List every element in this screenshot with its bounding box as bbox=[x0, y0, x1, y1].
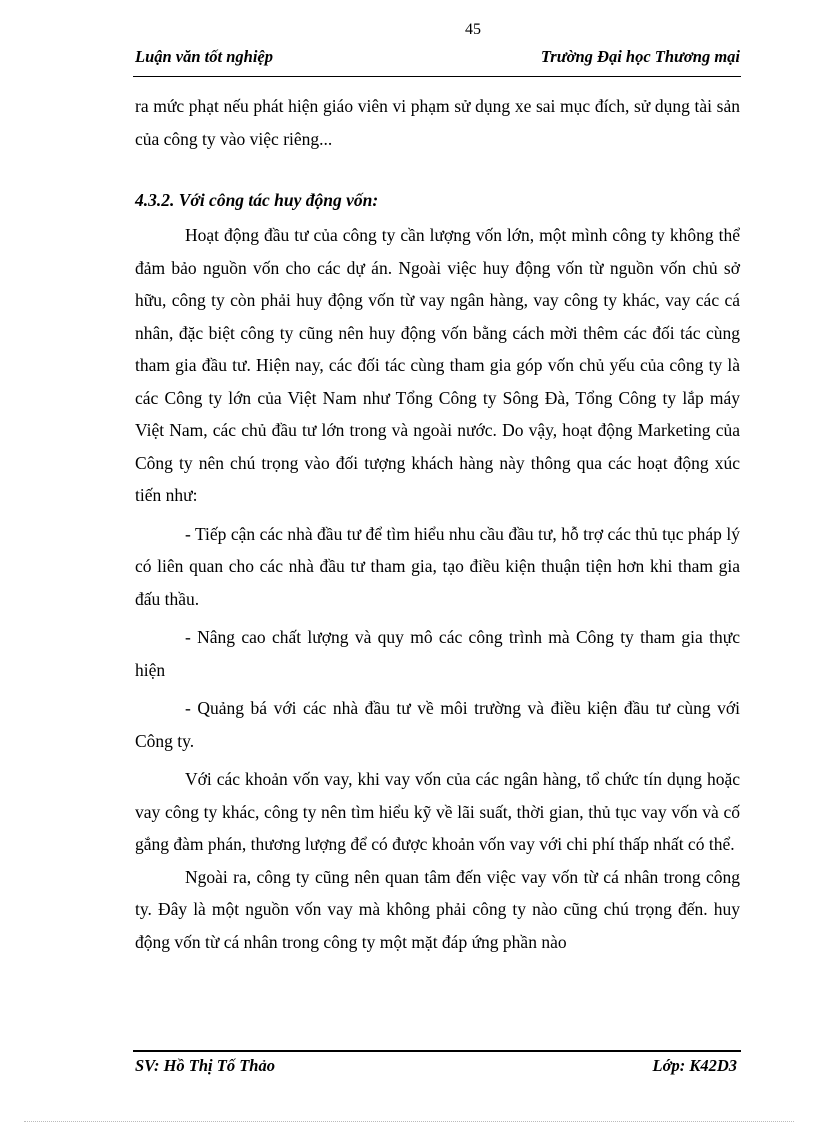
bullet-item-2: - Nâng cao chất lượng và quy mô các công trình mà Công ty tham gia thực hiện bbox=[135, 627, 740, 680]
intro-paragraph: ra mức phạt nếu phát hiện giáo viên vi phạm sử dụng xe sai mục đích, sử dụng tài sản của công ty vào việc riêng... bbox=[135, 96, 740, 149]
page-edge-dots bbox=[24, 1121, 794, 1122]
bullet-item-3: - Quảng bá với các nhà đầu tư về môi trường và điều kiện đầu tư cùng với Công ty. bbox=[135, 698, 740, 751]
intro-block bbox=[135, 90, 740, 155]
paragraph-1: Hoạt động đầu tư của công ty cần lượng vốn lớn, một mình công ty không thể đảm bảo nguồn vốn cho các dự án. Ngoài việc huy động vốn từ nguồn vốn chủ sở hữu, công ty còn phải huy động vốn từ vay ngân hàng, vay công ty khác, vay các cá nhân, đặc biệt công ty cũng nên huy động vốn bằng cách mời thêm các đối tác cùng tham gia đầu tư. Hiện nay, các đối tác cùng tham gia góp vốn chủ yếu của công ty là các Công ty lớn của Việt Nam như Tổng Công ty Sông Đà, Tổng Công ty lắp máy Việt Nam, các chủ đầu tư lớn trong và ngoài nước. Do vậy, hoạt động Marketing của Công ty nên chú trọng vào đối tượng khách hàng này thông qua các hoạt động xúc tiến như: bbox=[135, 225, 740, 505]
footer-student-name: SV: Hồ Thị Tố Thảo bbox=[135, 1056, 275, 1075]
section-body bbox=[135, 219, 740, 958]
header-thesis-label: Luận văn tốt nghiệp bbox=[135, 47, 273, 66]
header-university-name: Trường Đại học Thương mại bbox=[540, 47, 740, 66]
paragraph-3: Ngoài ra, công ty cũng nên quan tâm đến việc vay vốn từ cá nhân trong công ty. Đây là một nguồn vốn vay mà không phải công ty nào cũng chú trọng đến. huy động vốn từ cá nhân trong công ty một mặt đáp ứng phần nào bbox=[135, 866, 740, 952]
bullet-item-1: - Tiếp cận các nhà đầu tư để tìm hiểu nhu cầu đầu tư, hỗ trợ các thủ tục pháp lý có liên quan cho các nhà đầu tư tham gia, tạo điều kiện thuận tiện hơn khi tham gia đấu thầu. bbox=[135, 523, 740, 609]
paragraph-2: Với các khoản vốn vay, khi vay vốn của các ngân hàng, tổ chức tín dụng hoặc vay công ty khác, công ty nên tìm hiểu kỹ về lãi suất, thời gian, thủ tục vay vốn và cố gắng đàm phán, thương lượng để có được khoản vốn vay với chi phí thấp nhất có thể. bbox=[135, 769, 740, 854]
footer-class-code: Lớp: K42D3 bbox=[652, 1056, 737, 1075]
footer-divider bbox=[133, 1050, 741, 1052]
page-number: 45 bbox=[465, 21, 481, 38]
section-heading: 4.3.2. Với công tác huy động vốn: bbox=[135, 190, 379, 210]
header-divider bbox=[133, 76, 741, 77]
